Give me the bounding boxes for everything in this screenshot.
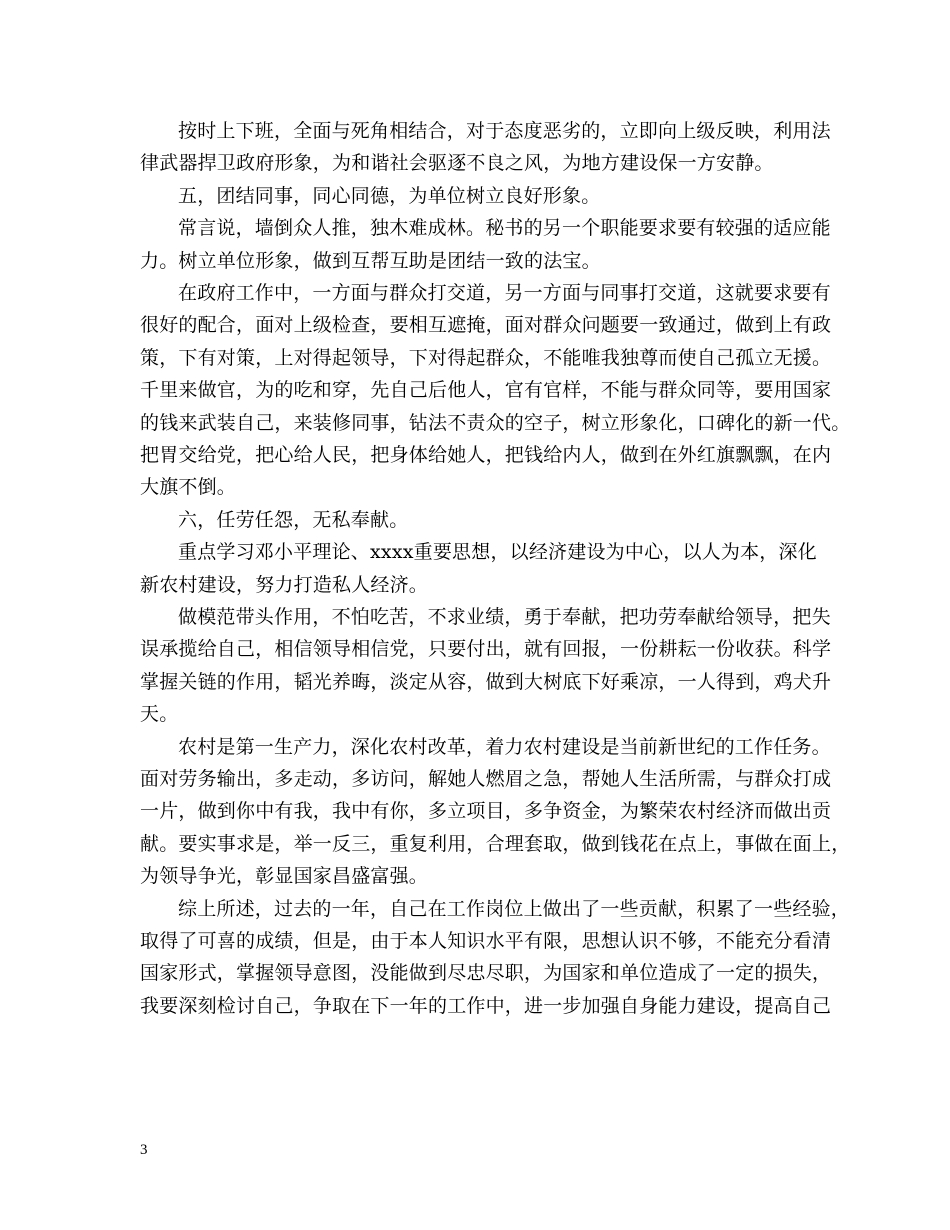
text-line: 重点学习邓小平理论、xxxx重要思想，以经济建设为中心，以人为本，深化 [178, 541, 817, 564]
text-line: 策，下有对策，上对得起领导，下对得起群众，不能唯我独尊而使自己孤立无援。 [140, 346, 832, 369]
text-line: 律武器捍卫政府形象，为和谐社会驱逐不良之风，为地方建设保一方安静。 [140, 152, 774, 175]
text-line: 常言说，墙倒众人推，独木难成林。秘书的另一个职能要求要有较强的适应能 [178, 217, 831, 240]
text-line: 国家形式，掌握领导意图，没能做到尽忠尽职，为国家和单位造成了一定的损失， [140, 962, 832, 985]
text-line: 按时上下班，全面与死角相结合，对于态度恶劣的，立即向上级反映，利用法 [178, 120, 831, 142]
text-line: 综上所述，过去的一年，自己在工作岗位上做出了一些贡献，积累了一些经验， [178, 897, 851, 920]
text-line: 六，任劳任怨，无私奉献。 [178, 508, 409, 531]
text-line: 我要深刻检讨自己，争取在下一年的工作中，进一步加强自身能力建设，提高自己 [140, 994, 832, 1017]
text-line: 做模范带头作用，不怕吃苦，不求业绩，勇于奉献，把功劳奉献给领导，把失 [178, 606, 831, 628]
text-line: 农村是第一生产力，深化农村改革，着力农村建设是当前新世纪的工作任务。 [178, 735, 831, 758]
text-line: 新农村建设，努力打造私人经济。 [140, 573, 429, 596]
text-line: 大旗不倒。 [140, 476, 237, 499]
text-line: 为领导争光，彰显国家昌盛富强。 [140, 865, 429, 888]
text-line: 在政府工作中，一方面与群众打交道，另一方面与同事打交道，这就要求要有 [178, 282, 831, 304]
text-line: 的钱来武装自己，来装修同事，钻法不责众的空子，树立形象化，口碑化的新一代。 [140, 411, 851, 434]
text-line: 把胃交给党，把心给人民，把身体给她人，把钱给内人，做到在外红旗飘飘，在内 [140, 444, 832, 466]
text-line: 五，团结同事，同心同德，为单位树立良好形象。 [178, 184, 601, 207]
text-line: 力。树立单位形象，做到互帮互助是团结一致的法宝。 [140, 249, 601, 272]
text-line: 很好的配合，面对上级检查，要相互遮掩，面对群众问题要一致通过，做到上有政 [140, 314, 832, 337]
text-line: 一片，做到你中有我，我中有你，多立项目，多争资金，为繁荣农村经济而做出贡 [140, 800, 832, 823]
text-line: 千里来做官，为的吃和穿，先自己后他人，官有官样，不能与群众同等，要用国家 [140, 379, 832, 402]
text-line: 取得了可喜的成绩，但是，由于本人知识水平有限，思想认识不够，不能充分看清 [140, 930, 832, 952]
text-line: 面对劳务输出，多走动，多访问，解她人燃眉之急，帮她人生活所需，与群众打成 [140, 768, 832, 790]
text-line: 献。要实事求是，举一反三，重复利用，合理套取，做到钱花在点上，事做在面上， [140, 832, 851, 855]
text-line: 掌握关链的作用，韬光养晦，淡定从容，做到大树底下好乘凉，一人得到，鸡犬升 [140, 670, 832, 693]
page-number: 3 [140, 1142, 148, 1158]
text-line: 天。 [140, 703, 179, 726]
text-line: 误承揽给自己，相信领导相信党，只要付出，就有回报，一份耕耘一份收获。科学 [140, 638, 832, 661]
